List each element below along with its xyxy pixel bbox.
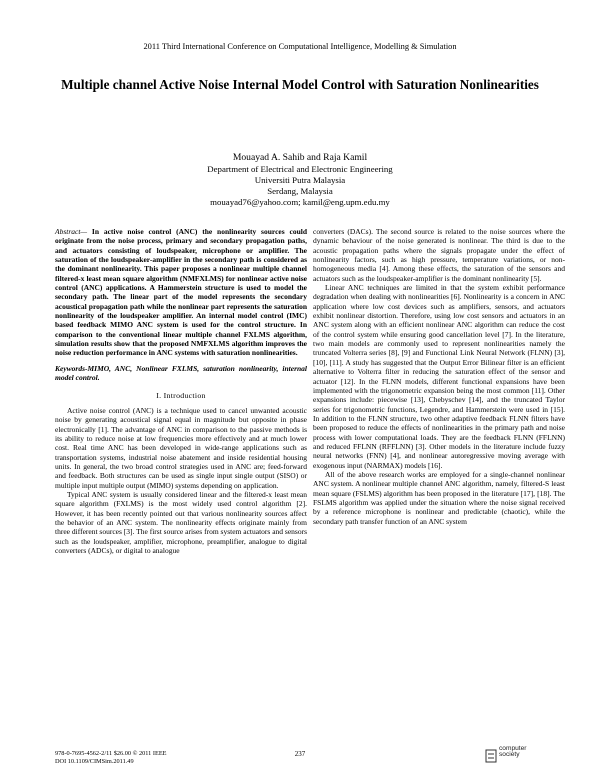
paper-title: Multiple channel Active Noise Internal Model Control with Saturation Nonlinearities	[61, 77, 539, 92]
footer-doi: DOI 10.1109/CIMSim.2011.49	[55, 758, 134, 765]
logo-text-line2: society	[499, 751, 520, 759]
left-column	[55, 227, 307, 555]
conference-header: 2011 Third International Conference on Computational Intelligence, Modelling & Simulation	[143, 42, 457, 51]
abstract-text: In active noise control (ANC) the nonlinearity sources could originate from the noise process, primary and secondary propagation paths, and actuators consisting of loudspeaker, microphone or amplifier. The saturation of the loudspeaker-amplifier in the secondary path is considered as the dominant nonlinearity. This paper proposes a nonlinear multiple channel filtered-x least mean square algorithm (NMFXLMS) for nonlinear active noise control (ANC) applications. A Hammerstein structure is used to model the secondary path. The linear part of the model represents the secondary acoustical propagation path while the nonlinear part represents the saturation nonlinearity of the loudspeaker amplifier. An internal model control (IMC) based feedback MIMO ANC system is used for the control structure. In comparison to the conventional linear multiple channel FXLMS algorithm, simulation results show that the proposed NMFXLMS algorithm improves the noise reduction performance in ANC systems with saturation nonlinearities.	[55, 227, 307, 358]
logo-text-line1: computer	[499, 745, 527, 752]
author-emails: mouayad76@yahoo.com; kamil@eng.upm.edu.my	[210, 197, 390, 207]
affiliation-university: Universiti Putra Malaysia	[254, 175, 346, 185]
author-names: Mouayad A. Sahib and Raja Kamil	[232, 152, 368, 163]
abstract	[55, 227, 307, 358]
footer-isbn: 978-0-7695-4562-2/11 $26.00 © 2011 IEEE	[55, 750, 167, 757]
affiliation-department: Department of Electrical and Electronic Engineering	[207, 164, 393, 174]
intro-paragraph-5: All of the above research works are employed for a single-channel nonlinear ANC system. A nonlinear multiple channel ANC algorithm, namely, filtered-S least mean square (FSLMS) algorithm has been proposed in the literature [17], [18]. The FSLMS algorithm was applied under the situation where the noise signal received by a reference microphone is nonlinear and predictable (chaotic), while the secondary path transfer function of an ANC system	[313, 469, 565, 526]
intro-paragraph-4: Linear ANC techniques are limited in that the system exhibit performance degradation when dealing with nonlinearities [6]. Nonlinearity is a concern in ANC application where low cost devices such as amplifiers, sensors, and actuators exhibit nonlinear distortion. Therefore, using low cost sensors and actuators in an ANC system along with an efficient nonlinear ANC algorithm can reduce the cost of the control system while ensuring good cancellation level [7]. In the literature, two main models are commonly used to represent nonlinearities namely the truncated Volterra series [8], [9] and Functional Link Neural Network (FLNN) [3], [10], [11]. A study has suggested that the Output Error Bilinear filter is an efficient alternative to Volterra filter in reducing the saturation effect of the sensor and actuator [12]. In the FLNN models, different functional expansions have been implemented with the trigonometric expansion being the most common [11]. Other expansions include: piecewise [13], Chebyschev [14], and the truncated Taylor series for trigonometric functions, Legendre, and Hammerstein were used in [15]. In addition to the FLNN structure, two other adaptive feedback FLNN filters have been proposed to reduce the effects of nonlinearities in the primary path and noise process with lower computational loads. They are the feedback FLNN (FFLNN) and reduced FFLNN (RFFLNN) [3]. Other models in the literature include fuzzy neural networks (FNN) [4], and nonlinear autoregressive moving average with exogenous input (NARMAX) models [16].	[313, 283, 565, 470]
intro-paragraph-1: Active noise control (ANC) is a technique used to cancel unwanted acoustic noise by generating acoustical signal equal in magnitude but opposite in phase electronically [1]. The advantage of ANC in comparison to the passive methods is its ability to reduce noise at low frequencies more effectively and at much lower cost. Real time ANC has been developed in wide-range applications such as transportation systems, industrial noise abatement and inside residential housing units. In general, the two broad control strategies used in ANC are; feed-forward and feedback. Both structures can be used as single input single output (SISO) or multiple input multiple output (MIMO) systems depending on application.	[55, 405, 307, 490]
page-number: 237	[294, 750, 306, 758]
right-column	[313, 227, 565, 526]
author-block	[0, 152, 600, 208]
section-heading-introduction: I. Introduction	[156, 390, 206, 400]
intro-paragraph-3: converters (DACs). The second source is related to the noise sources where the dynamic behaviour of the noise generated is nonlinear. The third is due to the acoustic propagation paths where the signals propagate under the effect of nonlinearity factors, such as high pressure, temperature variations, or non-homogeneous media [4]. Among these effects, the saturation of the sensors and actuators such as the loudspeaker-amplifier is the dominant nonlinearity [5].	[313, 227, 565, 283]
computer-society-logo-icon	[485, 749, 497, 763]
keywords: Keywords-MIMO, ANC, Nonlinear FXLMS, saturation nonlinearity, internal model control.	[55, 363, 307, 383]
intro-paragraph-2: Typical ANC system is usually considered linear and the filtered-x least mean square algorithm (FXLMS) is the most widely used control algorithm [2]. However, it has been recently pointed out that various nonlinearity sources affect the behavior of an ANC system. The nonlinearity effects originate mainly from three different sources [3]. The first source arises from system actuators and sensors such as the loudspeaker, amplifier, microphone, preamplifier, analogue to digital converters (ADCs), or digital to analogue	[55, 489, 307, 555]
abstract-lead: Abstract—	[55, 227, 88, 236]
computer-society-logo	[485, 746, 545, 768]
affiliation-location: Serdang, Malaysia	[267, 186, 333, 196]
